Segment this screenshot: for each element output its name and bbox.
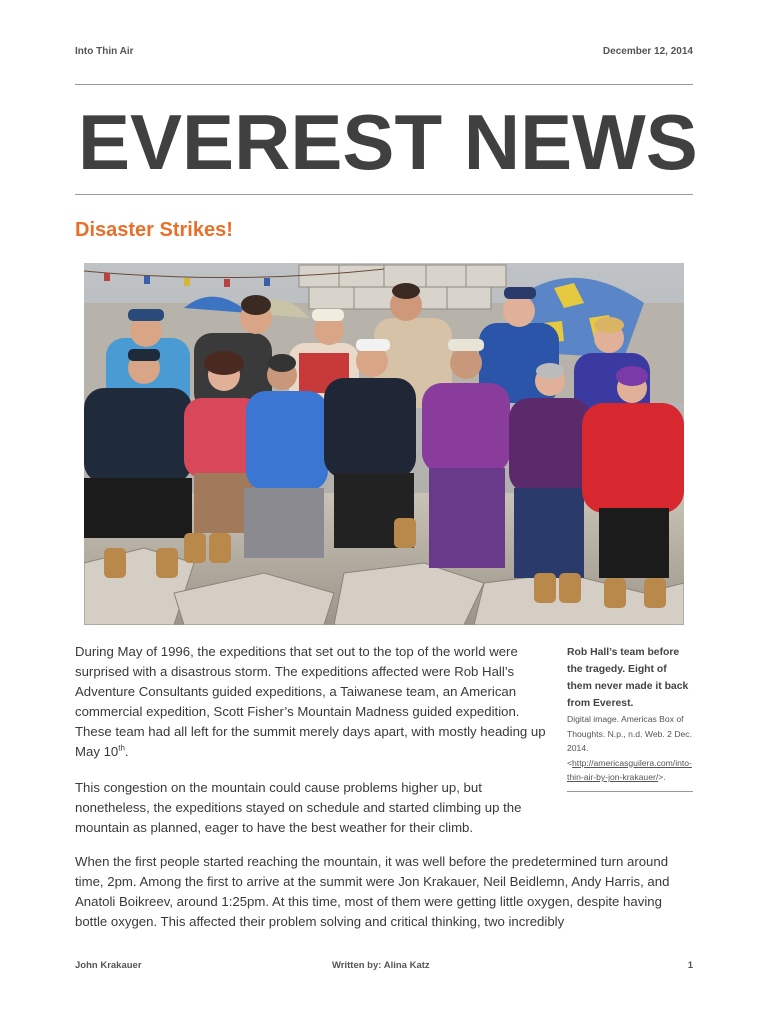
paragraph-1-end: . [124, 744, 129, 759]
photo-caption [567, 644, 693, 792]
header-left: Into Thin Air [75, 46, 134, 57]
masthead-divider [75, 194, 693, 195]
header-date: December 12, 2014 [602, 46, 693, 57]
section-title: Disaster Strikes! [75, 219, 233, 241]
paragraph-3: When the first people started reaching the mountain, it was well before the predetermined turn around time, 2pm. Among the first to arrive at the summit were Jon Krakauer, Neil Beidlemn, Andy Harris, and Anatoli Boikreev, around 1:25pm. At this time, most of them were getting little oxygen, despite having bottle oxygen. This affected their problem solving and critical thinking, two incredibly [75, 854, 670, 929]
caption-source-end: >. [658, 772, 666, 782]
caption-divider [567, 791, 693, 792]
caption-source-text: Digital image. Americas Box of Thoughts. N.p., n.d. Web. 2 Dec. 2014. < [567, 714, 692, 768]
paragraph-2: This congestion on the mountain could cause problems higher up, but nonetheless, the expeditions stayed on schedule and started climbing up the mountain as planned, eager to have the best weather for their climb. [75, 780, 522, 835]
page-number: 1 [687, 960, 693, 971]
caption-title: Rob Hall’s team before the tragedy. Eight of them never made it back from Everest. [567, 647, 689, 709]
caption-source [567, 712, 693, 785]
ordinal-superscript: th [118, 743, 125, 753]
team-photo [84, 263, 684, 625]
paragraph-1 [75, 642, 553, 762]
paragraph-1-text: During May of 1996, the expeditions that set out to the top of the world were surprised with a disastrous storm. The expeditions affected were Rob Hall’s Adventure Consultants guided expeditions, a Taiwanese team, an American commercial expedition, Scott Fisher’s Mountain Madness guided expedition. These team had all left for the summit merely days apart, with mostly heading up May 10 [75, 644, 546, 759]
caption-source-link[interactable]: http://americasguilera.com/into-thin-air-by-jon-krakauer/ [567, 757, 692, 782]
top-divider [75, 84, 693, 85]
footer-left: John Krakauer [75, 960, 142, 971]
footer-author: Written by: Alina Katz [332, 960, 430, 971]
masthead-title: EVEREST NEWS [78, 98, 698, 186]
